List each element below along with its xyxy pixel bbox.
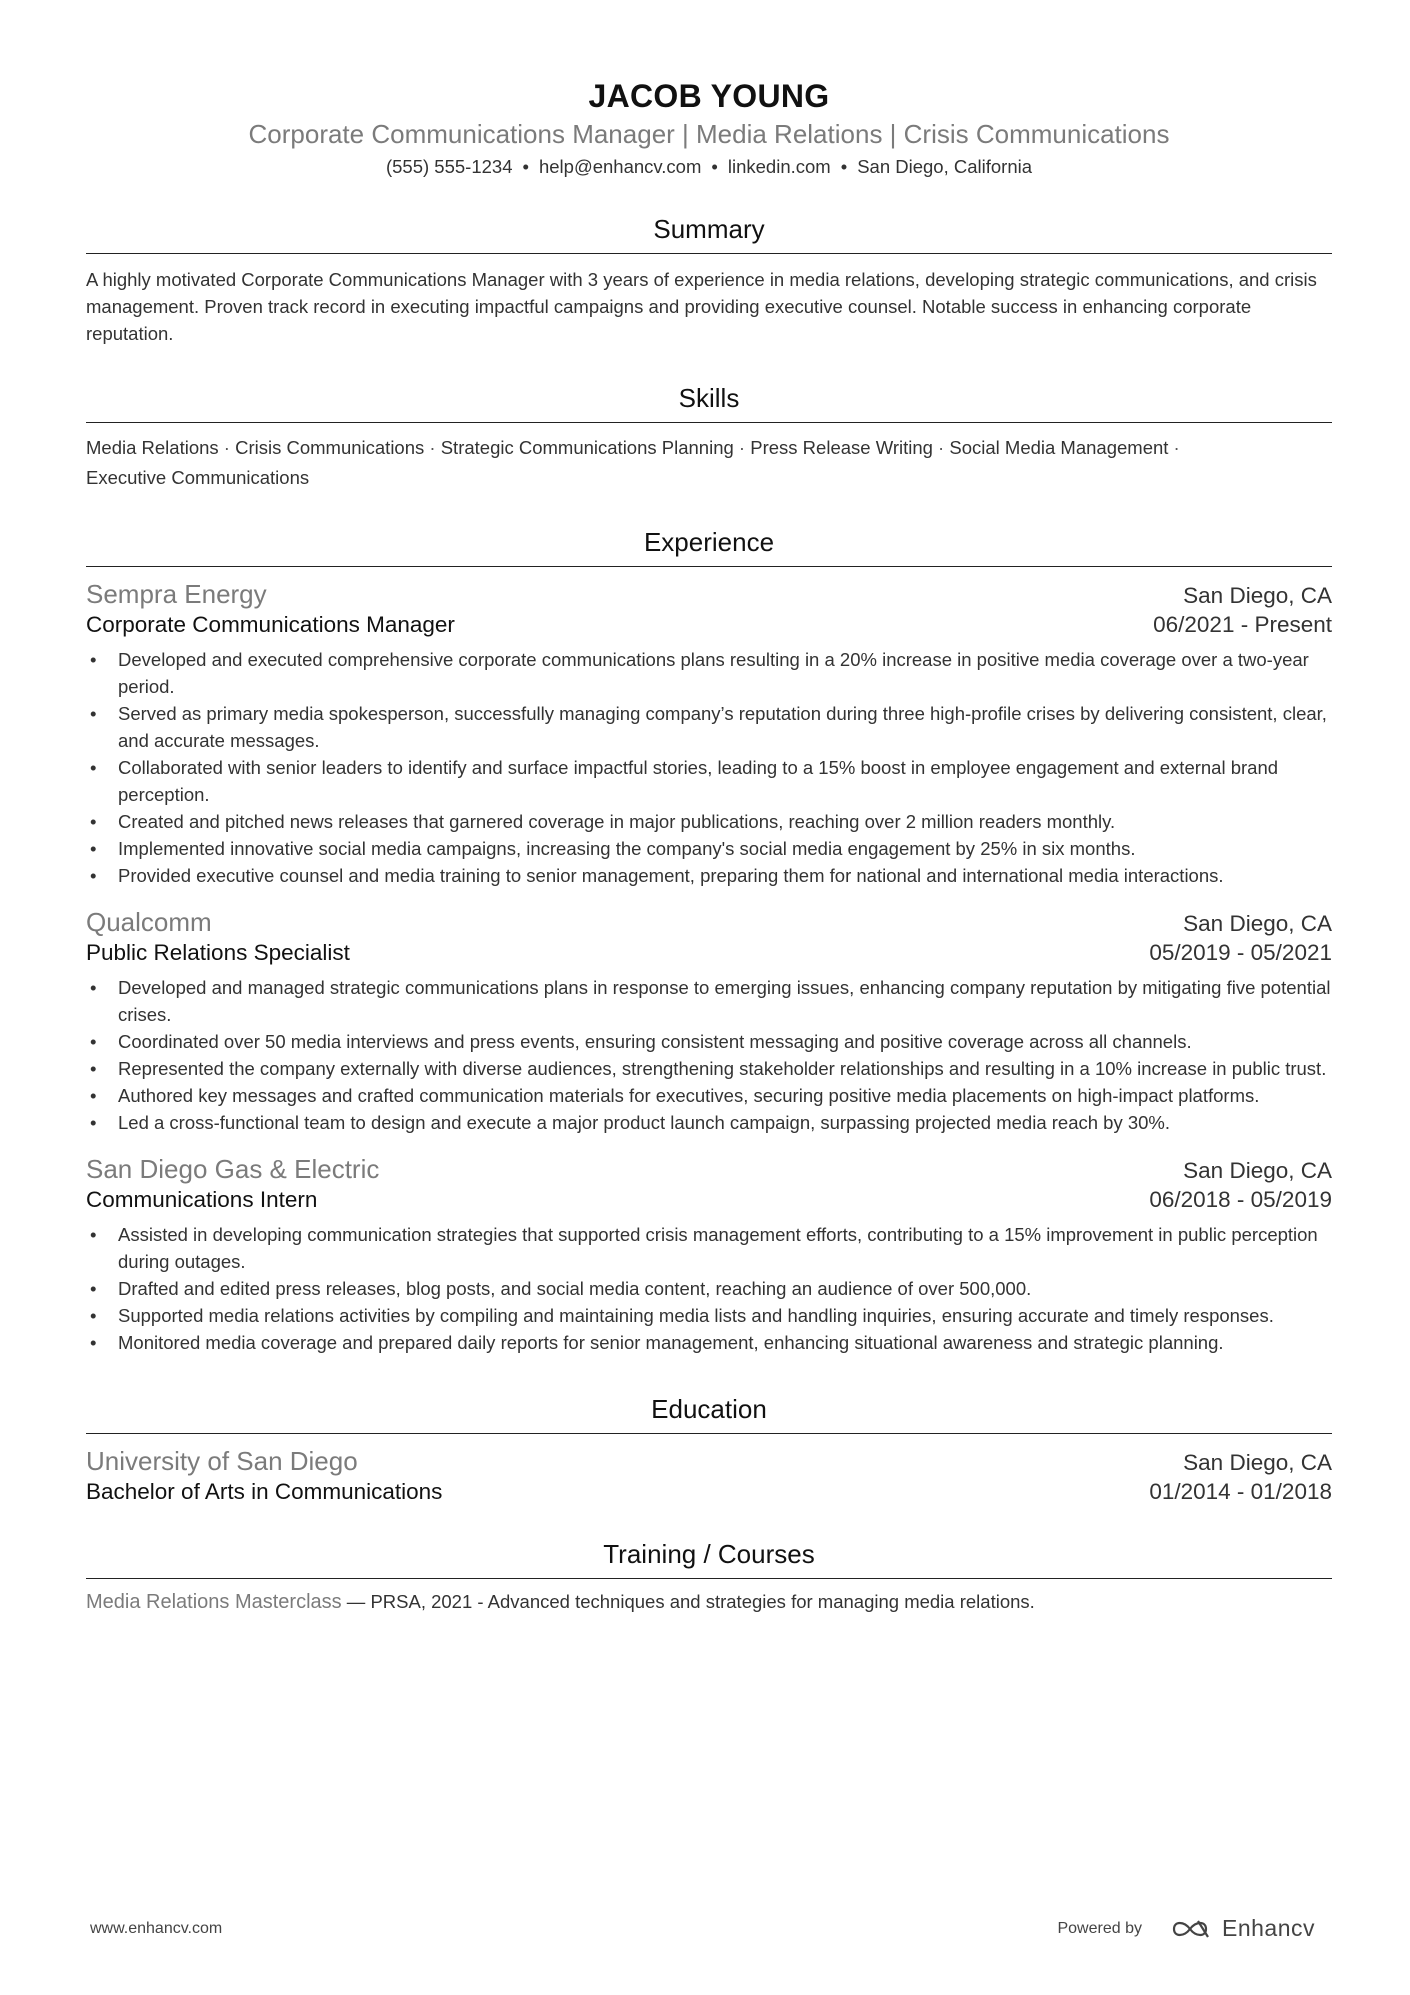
skills-heading: Skills	[86, 383, 1332, 423]
candidate-name: JACOB YOUNG	[588, 78, 830, 114]
bullet-item: • Implemented innovative social media campaigns, increasing the company's social media engagement by 25% in six months.	[90, 838, 1136, 859]
separator-dot: •	[522, 156, 529, 177]
job-bullets	[86, 974, 1332, 1136]
skill-item: Crisis Communications	[235, 437, 425, 458]
bullet-item: • Collaborated with senior leaders to identify and surface impactful stories, leading to a 15% boost in employee engagement and external brand perception.	[90, 757, 1279, 805]
skill-item: Strategic Communications Planning	[440, 437, 734, 458]
education-heading: Education	[86, 1394, 1332, 1434]
footer-website-link[interactable]: www.enhancv.com	[90, 1919, 223, 1937]
experience-entry	[86, 579, 1332, 889]
job-dates: 05/2019 - 05/2021	[1149, 940, 1332, 965]
separator-dot: •	[711, 156, 718, 177]
job-title: Public Relations Specialist	[86, 940, 350, 965]
training-heading: Training / Courses	[86, 1539, 1332, 1579]
linkedin-link[interactable]: linkedin.com	[727, 156, 831, 177]
bullet-item: • Supported media relations activities by compiling and maintaining media lists and handling inquiries, ensuring accurate and timely responses.	[90, 1305, 1274, 1326]
bullet-item: • Coordinated over 50 media interviews and press events, ensuring consistent messaging and positive coverage across all channels.	[90, 1031, 1192, 1052]
bullet-item: • Developed and executed comprehensive corporate communications plans resulting in a 20% increase in positive media coverage over a two-year period.	[90, 649, 1309, 697]
skill-item: Executive Communications	[86, 467, 310, 488]
job-location: San Diego, CA	[1183, 583, 1332, 608]
bullet-item: • Led a cross-functional team to design and execute a major product launch campaign, surpassing projected media reach by 30%.	[90, 1112, 1171, 1133]
bullet-item: • Monitored media coverage and prepared daily reports for senior management, enhancing situational awareness and strategic planning.	[90, 1332, 1224, 1353]
school-name: University of San Diego	[86, 1446, 358, 1476]
skill-item: Press Release Writing	[750, 437, 933, 458]
experience-heading: Experience	[86, 527, 1332, 567]
contact-line	[86, 156, 1332, 178]
course-detail: PRSA, 2021 - Advanced techniques and strategies for managing media relations.	[370, 1591, 1035, 1612]
bullet-item: • Authored key messages and crafted communication materials for executives, securing positive media placements on high-impact platforms.	[90, 1085, 1260, 1106]
education-entry	[86, 1446, 1332, 1505]
enhancv-brand-name[interactable]: Enhancv	[1221, 1915, 1315, 1941]
experience-entry	[86, 1154, 1332, 1356]
bullet-item: • Developed and managed strategic communications plans in response to emerging issues, enhancing company reputation by mitigating five potential crises.	[90, 977, 1331, 1025]
training-entry	[86, 1591, 1332, 1614]
job-location: San Diego, CA	[1183, 1158, 1332, 1183]
bullet-item: • Created and pitched news releases that garnered coverage in major publications, reaching over 2 million readers monthly.	[90, 811, 1116, 832]
powered-by-label: Powered by	[1057, 1919, 1142, 1937]
footer	[90, 1915, 1315, 1942]
job-bullets	[86, 1221, 1332, 1356]
bullet-item: • Assisted in developing communication strategies that supported crisis management efforts, contributing to a 15% improvement in public perception during outages.	[90, 1224, 1318, 1272]
resume-page	[86, 70, 1332, 1614]
email-link[interactable]: help@enhancv.com	[538, 156, 702, 177]
em-dash: —	[346, 1591, 366, 1612]
education-dates: 01/2014 - 01/2018	[1149, 1479, 1332, 1504]
company-name: Qualcomm	[86, 907, 212, 937]
summary-text: A highly motivated Corporate Communications Manager with 3 years of experience in media relations, developing strategic communications, and crisis management. Proven track record in executing impactful campaigns and providing executive counsel. Notable success in enhancing corporate reputation.	[86, 269, 1317, 344]
job-title: Corporate Communications Manager	[86, 612, 455, 637]
company-name: San Diego Gas & Electric	[86, 1154, 380, 1184]
headline: Corporate Communications Manager | Media Relations | Crisis Communications	[248, 119, 1170, 149]
school-location: San Diego, CA	[1183, 1450, 1332, 1475]
company-name: Sempra Energy	[86, 579, 267, 609]
powered-by	[1057, 1915, 1315, 1942]
summary-heading: Summary	[86, 214, 1332, 254]
skill-item: Social Media Management	[949, 437, 1169, 458]
course-name: Media Relations Masterclass	[86, 1591, 342, 1613]
skills-list: Media Relations · Crisis Communications · Strategic Communications Planning · Press Release Writing · Social Media Management · Executive Communications	[86, 437, 1180, 488]
phone: (555) 555-1234	[385, 156, 513, 177]
bullet-item: • Represented the company externally with diverse audiences, strengthening stakeholder relationships and resulting in a 10% increase in public trust.	[90, 1058, 1327, 1079]
job-dates: 06/2021 - Present	[1153, 612, 1332, 637]
skill-item: Media Relations	[86, 437, 219, 458]
degree: Bachelor of Arts in Communications	[86, 1479, 443, 1504]
job-location: San Diego, CA	[1183, 911, 1332, 936]
location: San Diego, California	[857, 156, 1033, 177]
bullet-item: • Provided executive counsel and media training to senior management, preparing them for national and international media interactions.	[90, 865, 1224, 886]
separator-dot: •	[840, 156, 848, 177]
experience-entry	[86, 907, 1332, 1136]
bullet-item: • Drafted and edited press releases, blog posts, and social media content, reaching an audience of over 500,000.	[90, 1278, 1032, 1299]
job-bullets	[86, 646, 1332, 889]
enhancv-logo-icon	[1168, 1917, 1214, 1941]
job-title: Communications Intern	[86, 1187, 318, 1212]
bullet-item: • Served as primary media spokesperson, successfully managing company’s reputation during three high-profile crises by delivering consistent, clear, and accurate messages.	[90, 703, 1327, 751]
job-dates: 06/2018 - 05/2019	[1149, 1187, 1332, 1212]
